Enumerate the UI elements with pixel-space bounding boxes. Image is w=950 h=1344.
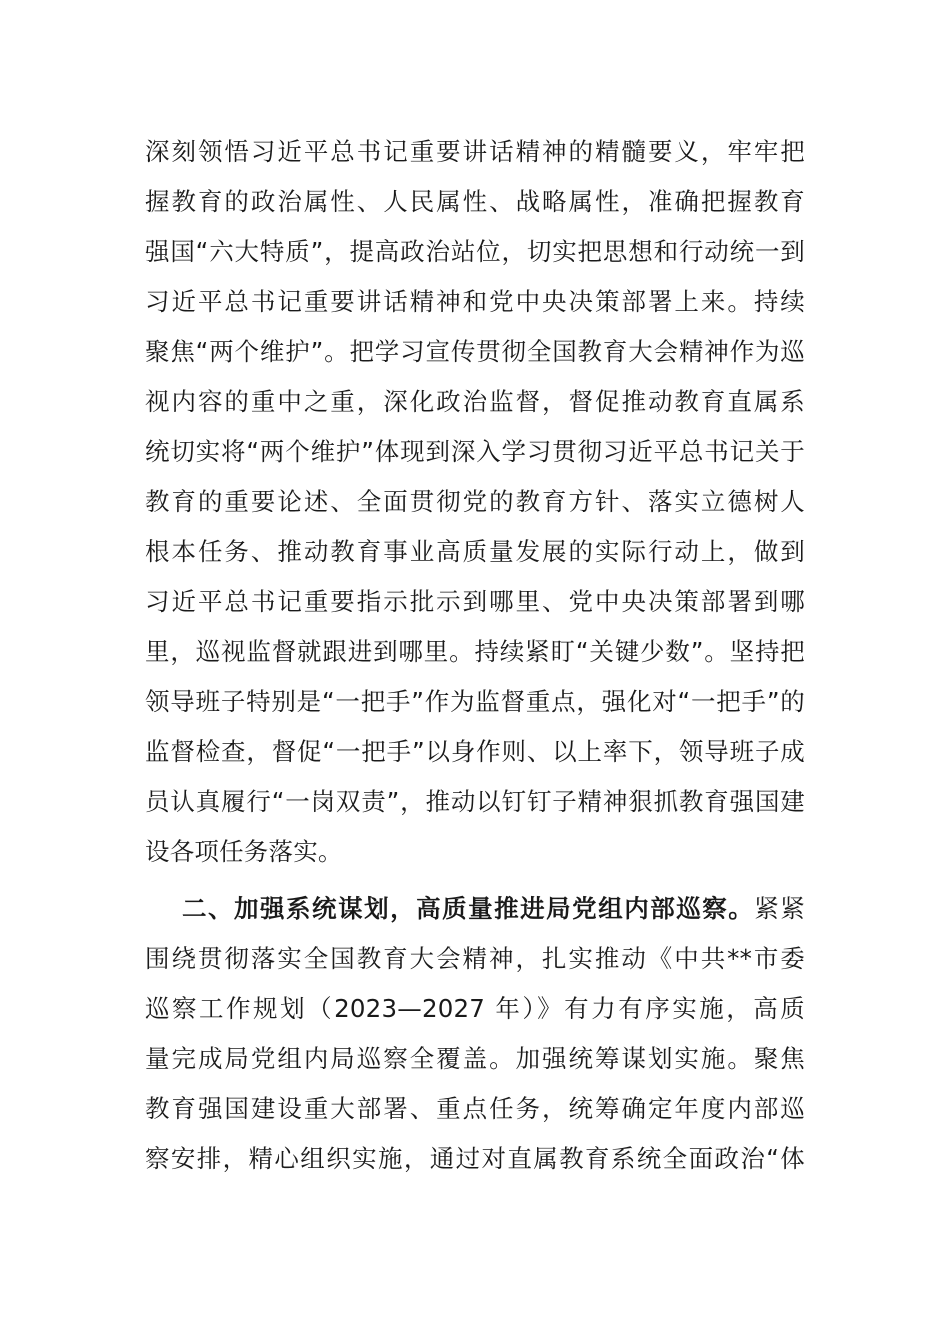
text-line: 教育的重要论述、全面贯彻党的教育方针、落实立德树人 bbox=[145, 487, 805, 516]
text-line: 教育强国建设重大部署、重点任务，统筹确定年度内部巡 bbox=[145, 1094, 805, 1123]
text-line: 强国“六大特质”，提高政治站位，切实把思想和行动统一到 bbox=[145, 237, 805, 266]
section-heading: 二、加强系统谋划，高质量推进局党组内部巡察。 bbox=[182, 894, 755, 923]
heading-line-rest: 紧紧 bbox=[754, 894, 805, 923]
text-line: 量完成局党组内局巡察全覆盖。加强统筹谋划实施。聚焦 bbox=[145, 1044, 805, 1073]
text-line: 围绕贯彻落实全国教育大会精神，扎实推动《中共**市委 bbox=[145, 944, 805, 973]
paragraph-political-supervision bbox=[145, 127, 805, 877]
heading-line bbox=[145, 884, 805, 934]
text-line: 根本任务、推动教育事业高质量发展的实际行动上，做到 bbox=[145, 537, 805, 566]
text-line: 习近平总书记重要讲话精神和党中央决策部署上来。持续 bbox=[145, 287, 805, 316]
text-line: 握教育的政治属性、人民属性、战略属性，准确把握教育 bbox=[145, 187, 805, 216]
text-line: 设各项任务落实。 bbox=[145, 837, 343, 866]
text-line: 深刻领悟习近平总书记重要讲话精神的精髓要义，牢牢把 bbox=[145, 137, 805, 166]
text-line: 习近平总书记重要指示批示到哪里、党中央决策部署到哪 bbox=[145, 587, 805, 616]
text-line: 统切实将“两个维护”体现到深入学习贯彻习近平总书记关于 bbox=[145, 437, 805, 466]
text-line: 察安排，精心组织实施，通过对直属教育系统全面政治“体 bbox=[145, 1144, 805, 1173]
text-line: 领导班子特别是“一把手”作为监督重点，强化对“一把手”的 bbox=[145, 687, 805, 716]
text-line: 视内容的重中之重，深化政治监督，督促推动教育直属系 bbox=[145, 387, 805, 416]
paragraph-internal-inspection bbox=[145, 884, 805, 1184]
text-line: 员认真履行“一岗双责”，推动以钉钉子精神狠抓教育强国建 bbox=[145, 787, 805, 816]
text-line: 巡察工作规划（2023—2027 年）》有力有序实施，高质 bbox=[145, 994, 805, 1023]
text-line: 聚焦“两个维护”。把学习宣传贯彻全国教育大会精神作为巡 bbox=[145, 337, 805, 366]
text-line: 里，巡视监督就跟进到哪里。持续紧盯“关键少数”。坚持把 bbox=[145, 637, 805, 666]
text-line: 监督检查，督促“一把手”以身作则、以上率下，领导班子成 bbox=[145, 737, 805, 766]
